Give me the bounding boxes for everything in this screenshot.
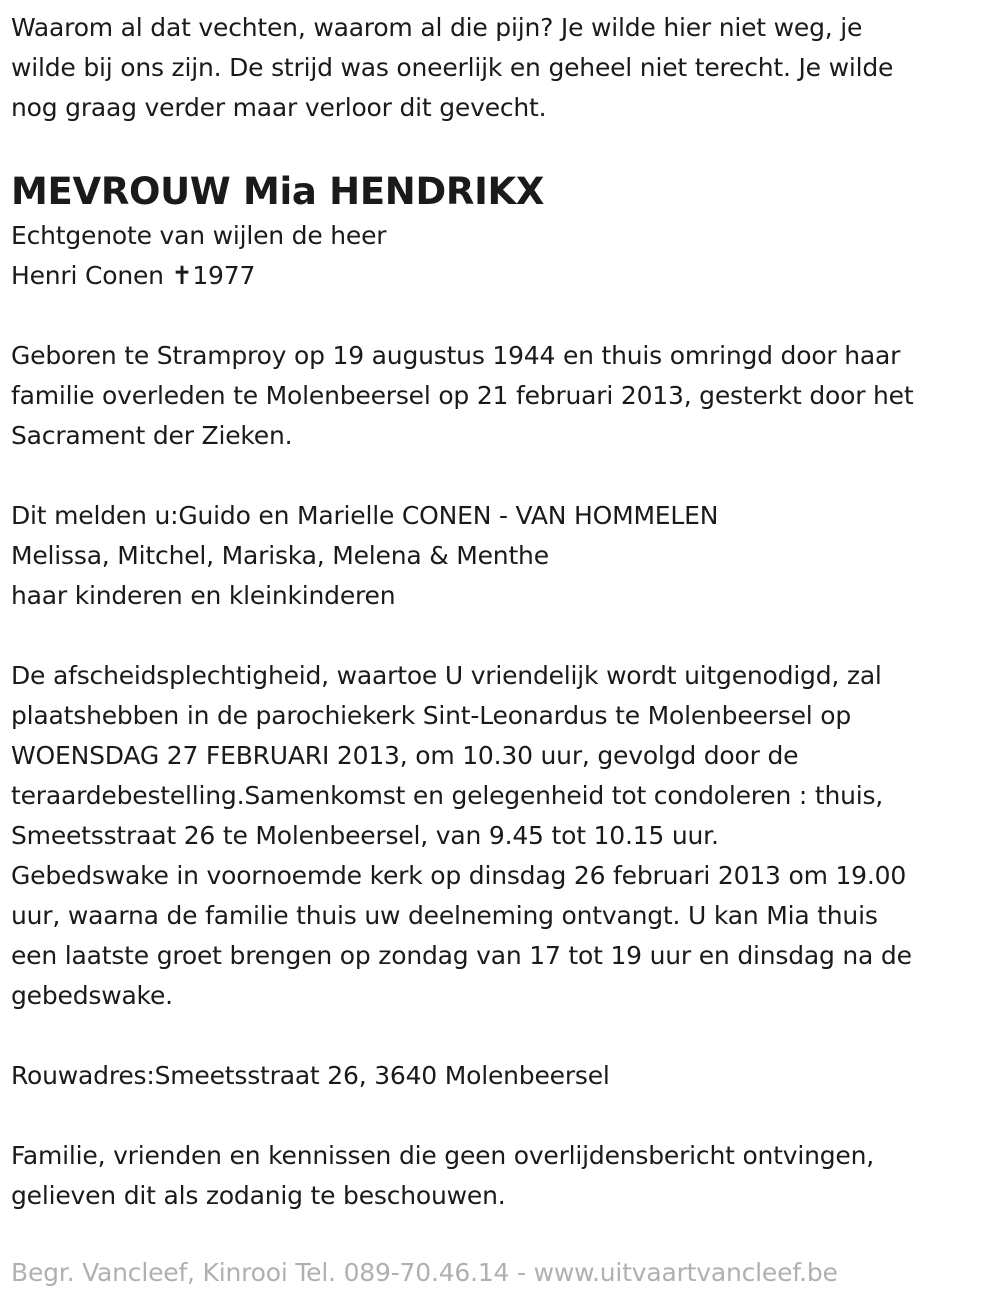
paragraph-line: gelieven dit als zodanig te beschouwen. (11, 1181, 506, 1210)
intro-line: Waarom al dat vechten, waarom al die pijn? Je wilde hier niet weg, je (11, 13, 863, 42)
announcers-paragraph (11, 496, 991, 616)
funeral-home-footer: Begr. Vancleef, Kinrooi Tel. 089-70.46.14 - www.uitvaartvancleef.be (11, 1258, 838, 1287)
address-paragraph (11, 1056, 991, 1096)
spouse-name-line (11, 256, 991, 296)
paragraph-line: gebedswake. (11, 981, 173, 1010)
closing-paragraph (11, 1136, 991, 1216)
paragraph-line: een laatste groet brengen op zondag van 17 tot 19 uur en dinsdag na de (11, 941, 912, 970)
paragraph-line: haar kinderen en kleinkinderen (11, 581, 396, 610)
deceased-name: MEVROUW Mia HENDRIKX (11, 170, 545, 213)
paragraph-line: uur, waarna de familie thuis uw deelneming ontvangt. U kan Mia thuis (11, 901, 878, 930)
spouse-info (11, 216, 991, 296)
paragraph-line: Familie, vrienden en kennissen die geen overlijdensbericht ontvingen, (11, 1141, 875, 1170)
intro-poem (11, 8, 991, 128)
paragraph-line: familie overleden te Molenbeersel op 21 februari 2013, gesterkt door het (11, 381, 914, 410)
paragraph-line: Melissa, Mitchel, Mariska, Melena & Menthe (11, 541, 549, 570)
obituary-notice (11, 8, 991, 1216)
spouse-name: Henri Conen (11, 261, 172, 290)
ceremony-paragraph (11, 656, 991, 1016)
paragraph-line: De afscheidsplechtigheid, waartoe U vriendelijk wordt uitgenodigd, zal (11, 661, 882, 690)
intro-line: wilde bij ons zijn. De strijd was oneerlijk en geheel niet terecht. Je wilde (11, 53, 894, 82)
paragraph-line: plaatshebben in de parochiekerk Sint-Leonardus te Molenbeersel op (11, 701, 852, 730)
paragraph-line: Gebedswake in voornoemde kerk op dinsdag 26 februari 2013 om 19.00 (11, 861, 907, 890)
paragraph-line: Smeetsstraat 26 te Molenbeersel, van 9.45 tot 10.15 uur. (11, 821, 719, 850)
intro-line: nog graag verder maar verloor dit gevecht. (11, 93, 547, 122)
paragraph-line: Geboren te Stramproy op 19 augustus 1944 en thuis omringd door haar (11, 341, 901, 370)
paragraph-line: teraardebestelling.Samenkomst en gelegenheid tot condoleren : thuis, (11, 781, 884, 810)
spouse-death-year: 1977 (192, 261, 256, 290)
birth-death-paragraph (11, 336, 991, 456)
paragraph-line: Dit melden u:Guido en Marielle CONEN - VAN HOMMELEN (11, 501, 719, 530)
cross-icon: ✝ (171, 261, 193, 290)
spouse-line: Echtgenote van wijlen de heer (11, 221, 387, 250)
mourning-address: Rouwadres:Smeetsstraat 26, 3640 Molenbeersel (11, 1061, 610, 1090)
paragraph-line: WOENSDAG 27 FEBRUARI 2013, om 10.30 uur, gevolgd door de (11, 741, 799, 770)
paragraph-line: Sacrament der Zieken. (11, 421, 293, 450)
